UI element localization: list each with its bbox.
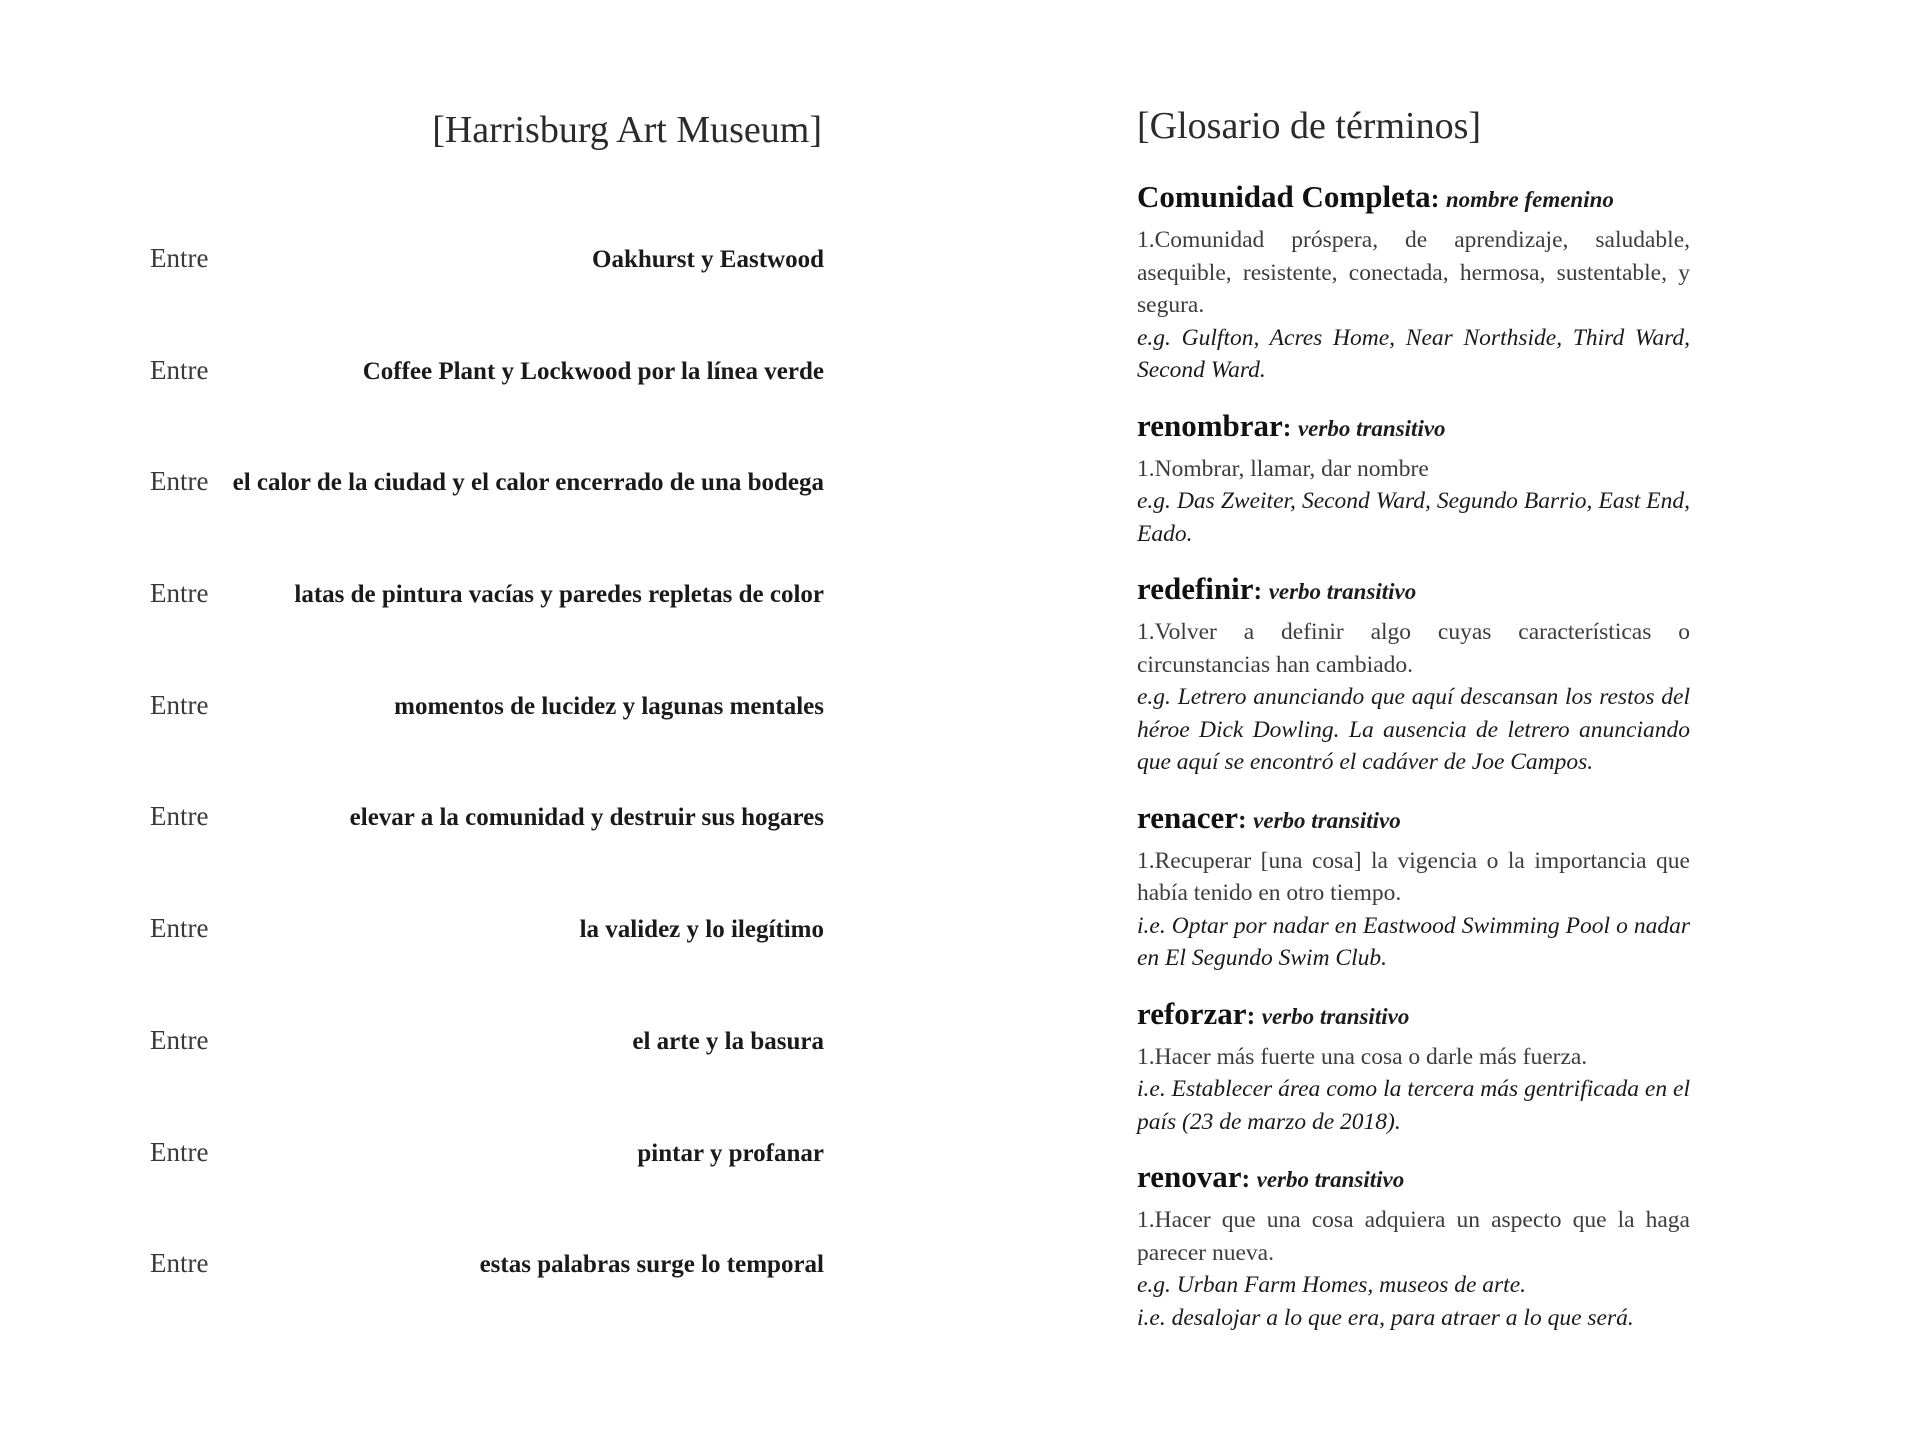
poem-line [150,243,824,355]
term-colon: : [1246,1000,1262,1030]
example: e.g. Urban Farm Homes, museos de arte. [1137,1272,1527,1298]
definition: 1.Comunidad próspera, de aprendizaje, saludable, asequible, resistente, conectada, hermosa, sustentable, y segura. [1137,227,1690,318]
term-line [1137,1156,1690,1204]
term-line [1137,176,1690,224]
term-colon: : [1241,1164,1257,1193]
glossary-entry [1137,568,1690,779]
poem-line [150,801,824,913]
part-of-speech: verbo transitivo [1253,807,1401,833]
glossary-term: renovar [1137,1159,1242,1194]
poem-phrase: estas palabras surge lo temporal [479,1251,824,1279]
poem-phrase: Oakhurst y Eastwood [592,246,824,273]
term-line [1137,405,1690,453]
poem-line [150,1137,824,1249]
poem-phrase: pintar y profanar [637,1139,824,1167]
entre-word: Entre [150,913,209,944]
glossary [1137,176,1690,1352]
entre-word: Entre [150,466,209,497]
part-of-speech: nombre femenino [1445,187,1614,212]
poem-phrase: la validez y lo ilegítimo [579,916,824,944]
example: e.g. Das Zweiter, Second Ward, Segundo Barrio, East End, Eado. [1137,488,1690,547]
poem-line [150,355,824,467]
entre-word: Entre [150,689,209,720]
example: e.g. Gulfton, Acres Home, Near Northside, Third Ward, Second Ward. [1137,324,1690,383]
poem-line [150,578,824,690]
poem-phrase: momentos de lucidez y lagunas mentales [394,692,824,720]
example: e.g. Letrero anunciando que aquí descansan los restos del héroe Dick Dowling. La ausencia de letrero anunciando que aquí se encontró el cadáver de Joe Campos. [1137,684,1690,775]
example: i.e. Optar por nadar en Eastwood Swimming Pool o nadar en El Segundo Swim Club. [1137,912,1690,971]
glossary-term: renombrar [1137,407,1283,443]
poem-line [150,1248,824,1360]
poem-phrase: Coffee Plant y Lockwood por la línea verde [362,357,824,385]
glossary-entry [1137,405,1690,551]
poem-phrase: latas de pintura vacías y paredes repletas de color [294,581,824,609]
part-of-speech: verbo transitivo [1268,579,1417,604]
glossary-entry [1137,993,1690,1139]
poem-phrase: elevar a la comunidad y destruir sus hogares [349,804,824,832]
part-of-speech: verbo transitivo [1256,1167,1405,1192]
entre-word: Entre [150,243,209,273]
term-colon: : [1237,804,1254,834]
glossary-term: reforzar [1137,995,1247,1031]
glossary-term: renacer [1137,799,1238,835]
definition: 1.Volver a definir algo cuyas características o circunstancias han cambiado. [1137,619,1690,678]
poem-line [150,690,824,802]
entre-word: Entre [150,1136,209,1167]
definition: 1.Hacer que una cosa adquiera un aspecto que la haga parecer nueva. [1137,1207,1690,1266]
entre-word: Entre [150,1024,209,1055]
term-colon: : [1282,412,1298,442]
left-page-title: [Harrisburg Art Museum] [432,109,822,151]
poem-phrase: el arte y la basura [632,1027,824,1055]
definition: 1.Hacer más fuerte una cosa o darle más fuerza. [1137,1043,1588,1070]
term-line [1137,797,1690,845]
example: i.e. Establecer área como la tercera más gentrificada en el país (23 de marzo de 2018). [1137,1076,1690,1135]
entre-poem [150,243,824,1360]
glossary-entry [1137,176,1690,387]
poem-line [150,913,824,1025]
example: i.e. desalojar a lo que era, para atraer a lo que será. [1137,1304,1634,1331]
poem-line [150,1025,824,1137]
term-line [1137,568,1690,616]
entre-word: Entre [150,1248,209,1279]
entre-word: Entre [150,578,209,609]
glossary-entry [1137,797,1690,975]
entre-word: Entre [150,354,209,385]
definition: 1.Nombrar, llamar, dar nombre [1137,455,1429,482]
part-of-speech: verbo transitivo [1297,415,1446,441]
poem-line [150,466,824,578]
definition: 1.Recuperar [una cosa] la vigencia o la importancia que había tenido en otro tiempo. [1137,847,1690,906]
part-of-speech: verbo transitivo [1261,1003,1410,1029]
right-page [960,0,1920,1436]
term-colon: : [1430,184,1446,213]
glossary-entry [1137,1156,1690,1334]
entre-word: Entre [150,801,209,832]
glossary-term: redefinir [1137,571,1254,606]
term-line [1137,993,1690,1041]
glossary-term: Comunidad Completa [1137,179,1431,214]
poem-phrase: el calor de la ciudad y el calor encerrado de una bodega [232,469,824,497]
term-colon: : [1253,576,1269,605]
glossary-title: [Glosario de términos] [1137,105,1482,147]
